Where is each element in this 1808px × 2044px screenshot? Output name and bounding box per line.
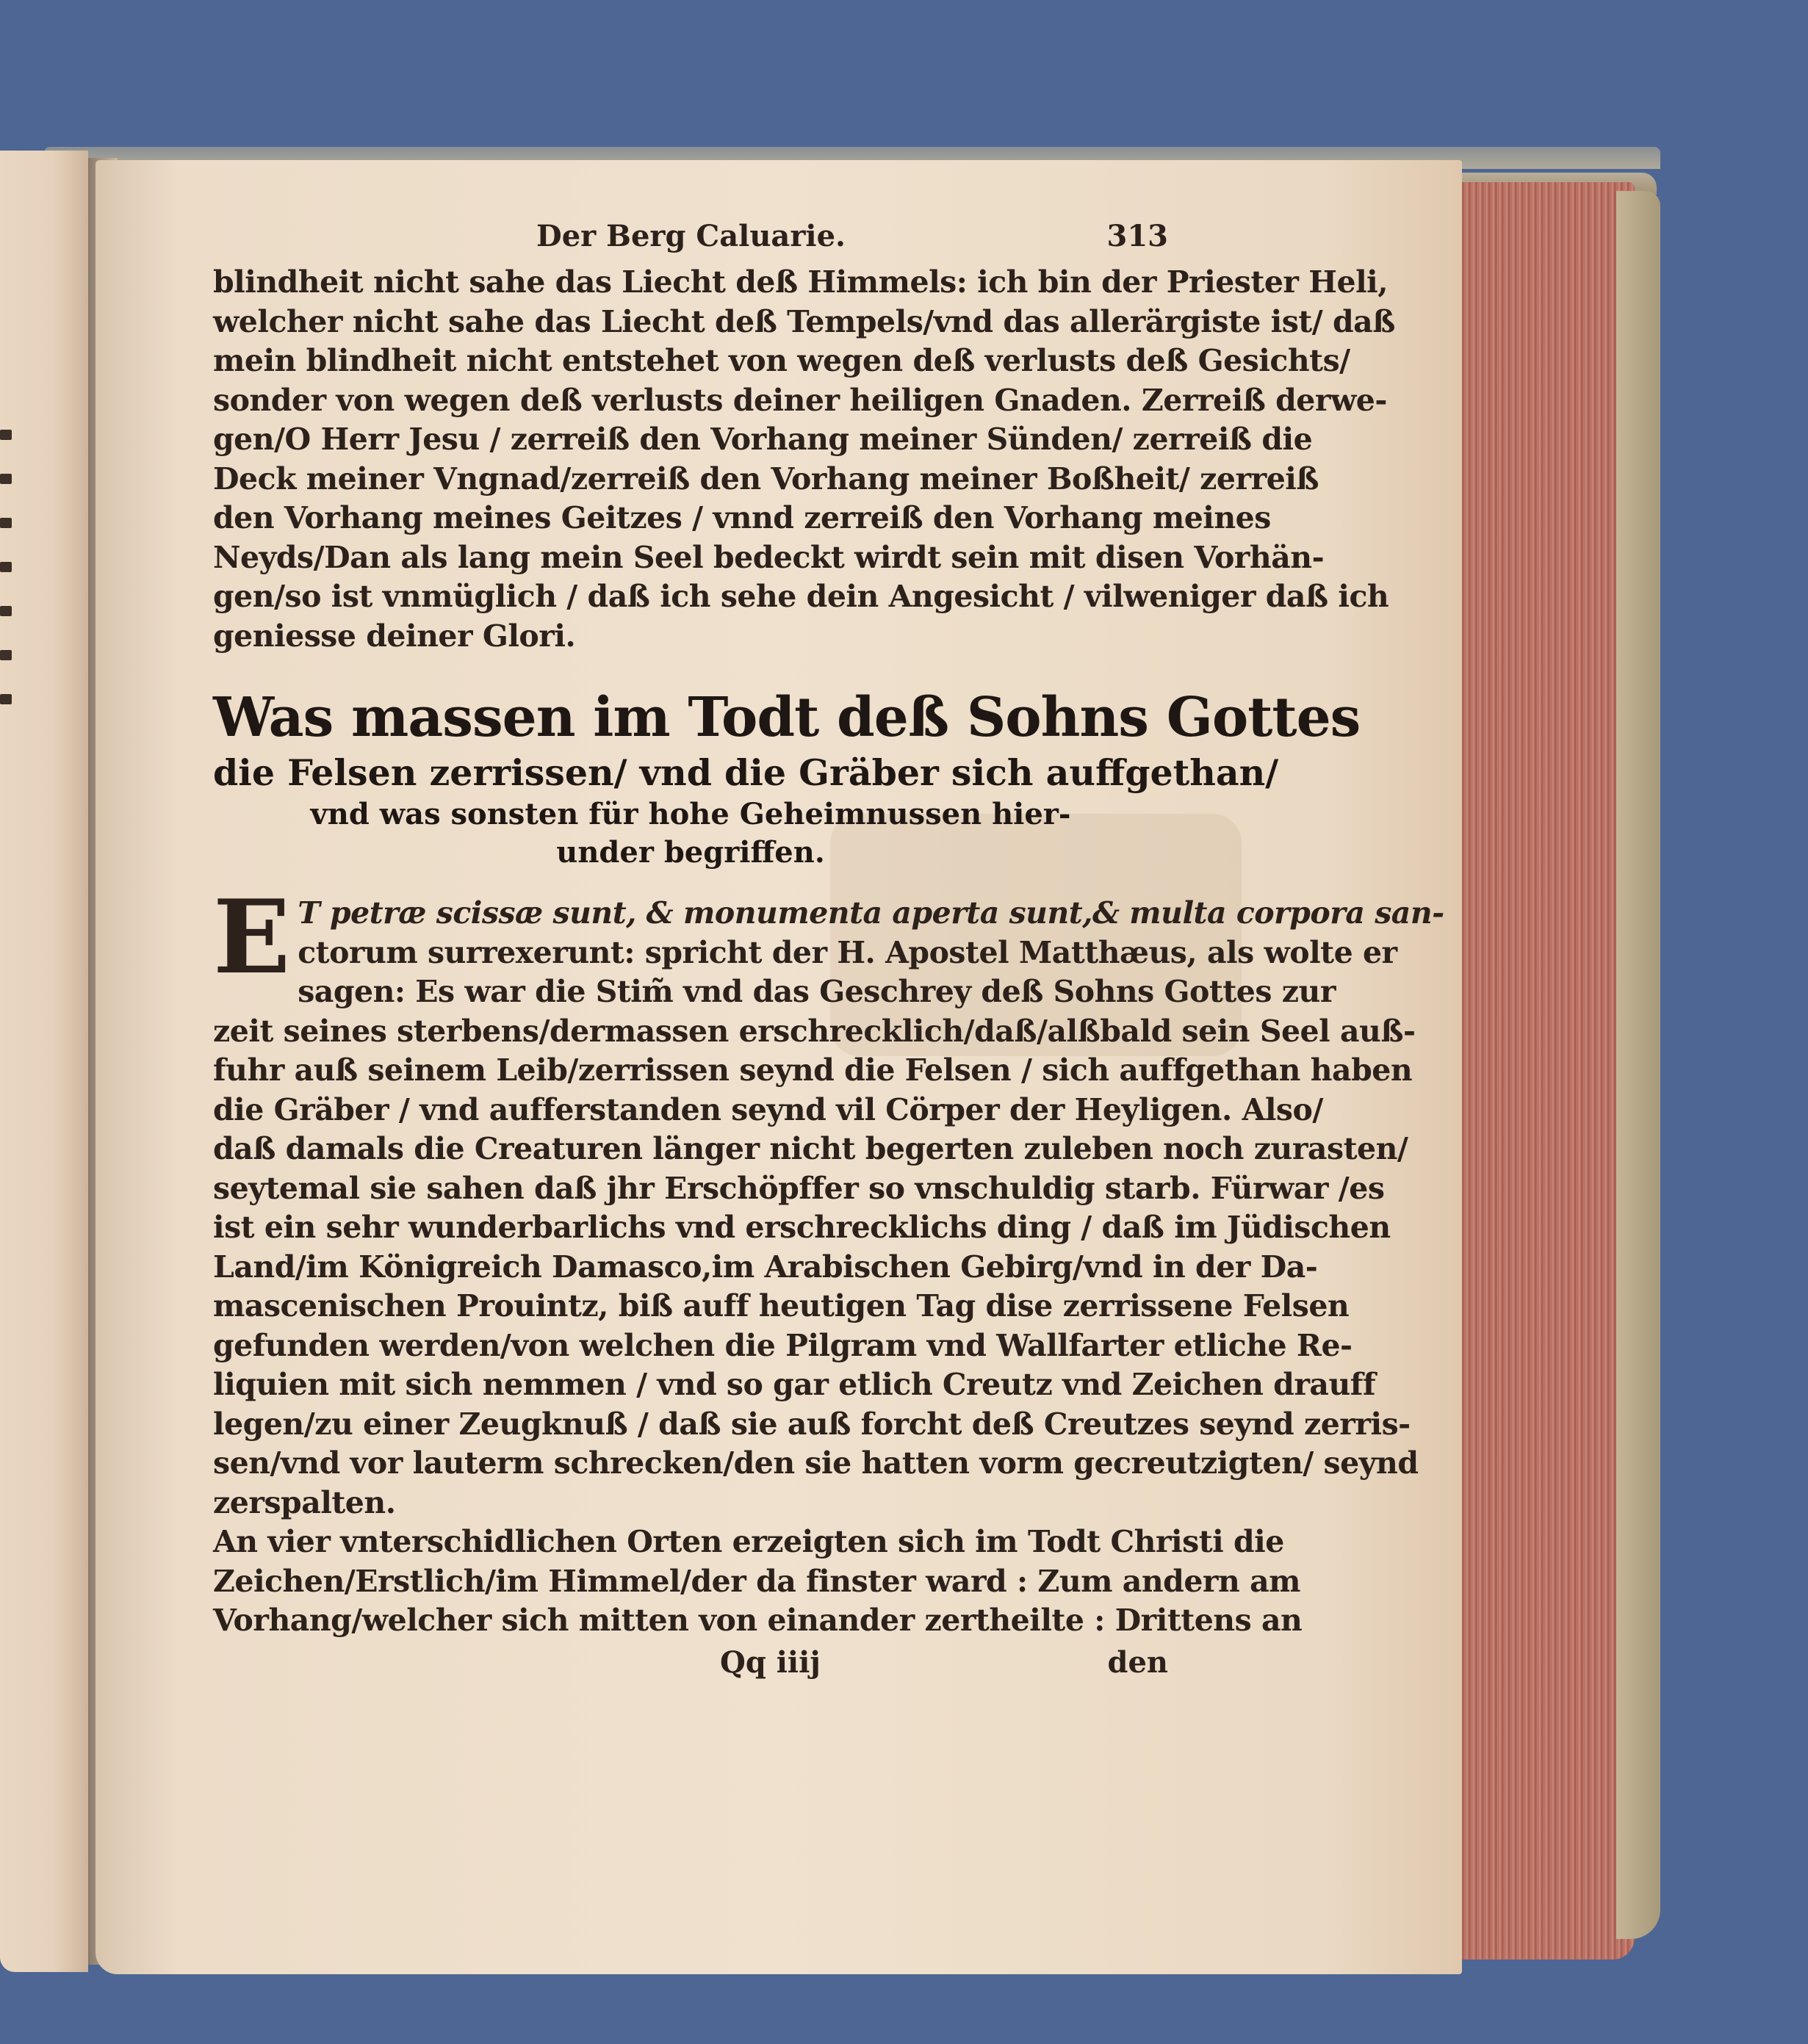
text-line: Zeichen/Erstlich/im Himmel/der da finster ward : Zum andern am — [213, 1563, 1301, 1599]
heading-line-2: die Felsen zerrissen/ vnd die Gräber sich auffgethan/ — [213, 751, 1279, 794]
running-title: Der Berg Caluarie. — [536, 219, 846, 253]
text-line: blindheit nicht sahe das Liecht deß Himmels: ich bin der Priester Heli, — [213, 264, 1389, 300]
page-number: 313 — [1106, 219, 1168, 253]
text-line: welcher nicht sahe das Liecht deß Tempels/vnd das allerärgiste ist/ daß — [213, 303, 1395, 339]
heading-line-3: vnd was sonsten für hohe Geheimnussen hier- — [310, 797, 1071, 831]
heading-line-4: under begriffen. — [556, 835, 825, 870]
book-cover-edge — [1616, 191, 1660, 1939]
signature-mark: Qq iiij — [720, 1644, 821, 1680]
text-line: legen/zu einer Zeugknuß / daß sie auß forcht deß Creutzes seynd zerris- — [213, 1406, 1411, 1442]
page-fore-edge — [1458, 182, 1635, 1960]
text-line: mascenischen Prouintz, biß auff heutigen Tag dise zerrissene Felsen — [213, 1288, 1350, 1323]
text-line: den Vorhang meines Geitzes / vnnd zerreiß den Vorhang meines — [213, 500, 1271, 535]
text-line: Vorhang/welcher sich mitten von einander zertheilte : Drittens an — [213, 1603, 1303, 1638]
text-line: liquien mit sich nemmen / vnd so gar etlich Creutz vnd Zeichen drauff — [213, 1367, 1376, 1402]
text-line: seytemal sie sahen daß jhr Erschöpffer so vnschuldig starb. Fürwar /es — [213, 1170, 1385, 1206]
text-line: sagen: Es war die Stim̃ vnd das Geschrey deß Sohns Gottes zur — [298, 974, 1336, 1009]
catchword: den — [1107, 1644, 1168, 1680]
text-line: die Gräber / vnd aufferstanden seynd vil Cörper der Heyligen. Also/ — [213, 1091, 1323, 1127]
text-line: Neyds/Dan als lang mein Seel bedeckt wirdt sein mit disen Vorhän- — [213, 539, 1325, 575]
text-line: zeit seines sterbens/dermassen erschrecklich/daß/alßbald sein Seel auß- — [213, 1013, 1416, 1049]
text-line: gen/so ist vnmüglich / daß ich sehe dein Angesicht / vilweniger daß ich — [213, 579, 1389, 614]
left-page-text-fragments — [0, 430, 18, 738]
running-header — [213, 219, 1168, 263]
text-line: zerspalten. — [213, 1484, 396, 1520]
text-line: geniesse deiner Glori. — [213, 618, 576, 654]
text-line: gen/O Herr Jesu / zerreiß den Vorhang meiner Sünden/ zerreiß die — [213, 422, 1313, 457]
paragraph-3 — [213, 1523, 1303, 1641]
text-line: daß damals die Creaturen länger nicht begerten zuleben noch zurasten/ — [213, 1131, 1408, 1166]
text-line: ctorum surrexerunt: spricht der H. Apostel Matthæus, als wolte er — [298, 934, 1397, 970]
text-line: Deck meiner Vngnad/zerreiß den Vorhang meiner Boßheit/ zerreiß — [213, 461, 1319, 496]
text-line: An vier vnterschidlichen Orten erzeigten sich im Todt Christi die — [213, 1524, 1284, 1559]
paragraph-2 — [213, 877, 1444, 1523]
text-line: T petræ scissæ sunt, & monumenta aperta sunt,& multa corpora san- — [298, 895, 1444, 931]
drop-cap: E — [213, 877, 291, 997]
text-line: mein blindheit nicht entstehet von wegen deß verlusts deß Gesichts/ — [213, 343, 1350, 378]
text-line: Land/im Königreich Damasco,im Arabischen Gebirg/vnd in der Da- — [213, 1249, 1318, 1285]
section-heading — [213, 685, 1361, 872]
text-line: ist ein sehr wunderbarlichs vnd erschrecklichs ding / daß im Jüdischen — [213, 1210, 1391, 1245]
page-footer — [213, 1645, 1168, 1689]
left-page-fragment — [0, 151, 88, 1972]
text-line: sen/vnd vor lauterm schrecken/den sie hatten vorm gecreutzigten/ seynd — [213, 1445, 1419, 1481]
page-text — [213, 219, 1444, 1689]
text-line: fuhr auß seinem Leib/zerrissen seynd die Felsen / sich auffgethan haben — [213, 1052, 1413, 1088]
heading-line-1: Was massen im Todt deß Sohns Gottes — [213, 686, 1361, 749]
text-line: sonder von wegen deß verlusts deiner heiligen Gnaden. Zerreiß derwe- — [213, 382, 1387, 418]
text-line: gefunden werden/von welchen die Pilgram vnd Wallfarter etliche Re- — [213, 1327, 1353, 1363]
paragraph-1 — [213, 263, 1395, 656]
